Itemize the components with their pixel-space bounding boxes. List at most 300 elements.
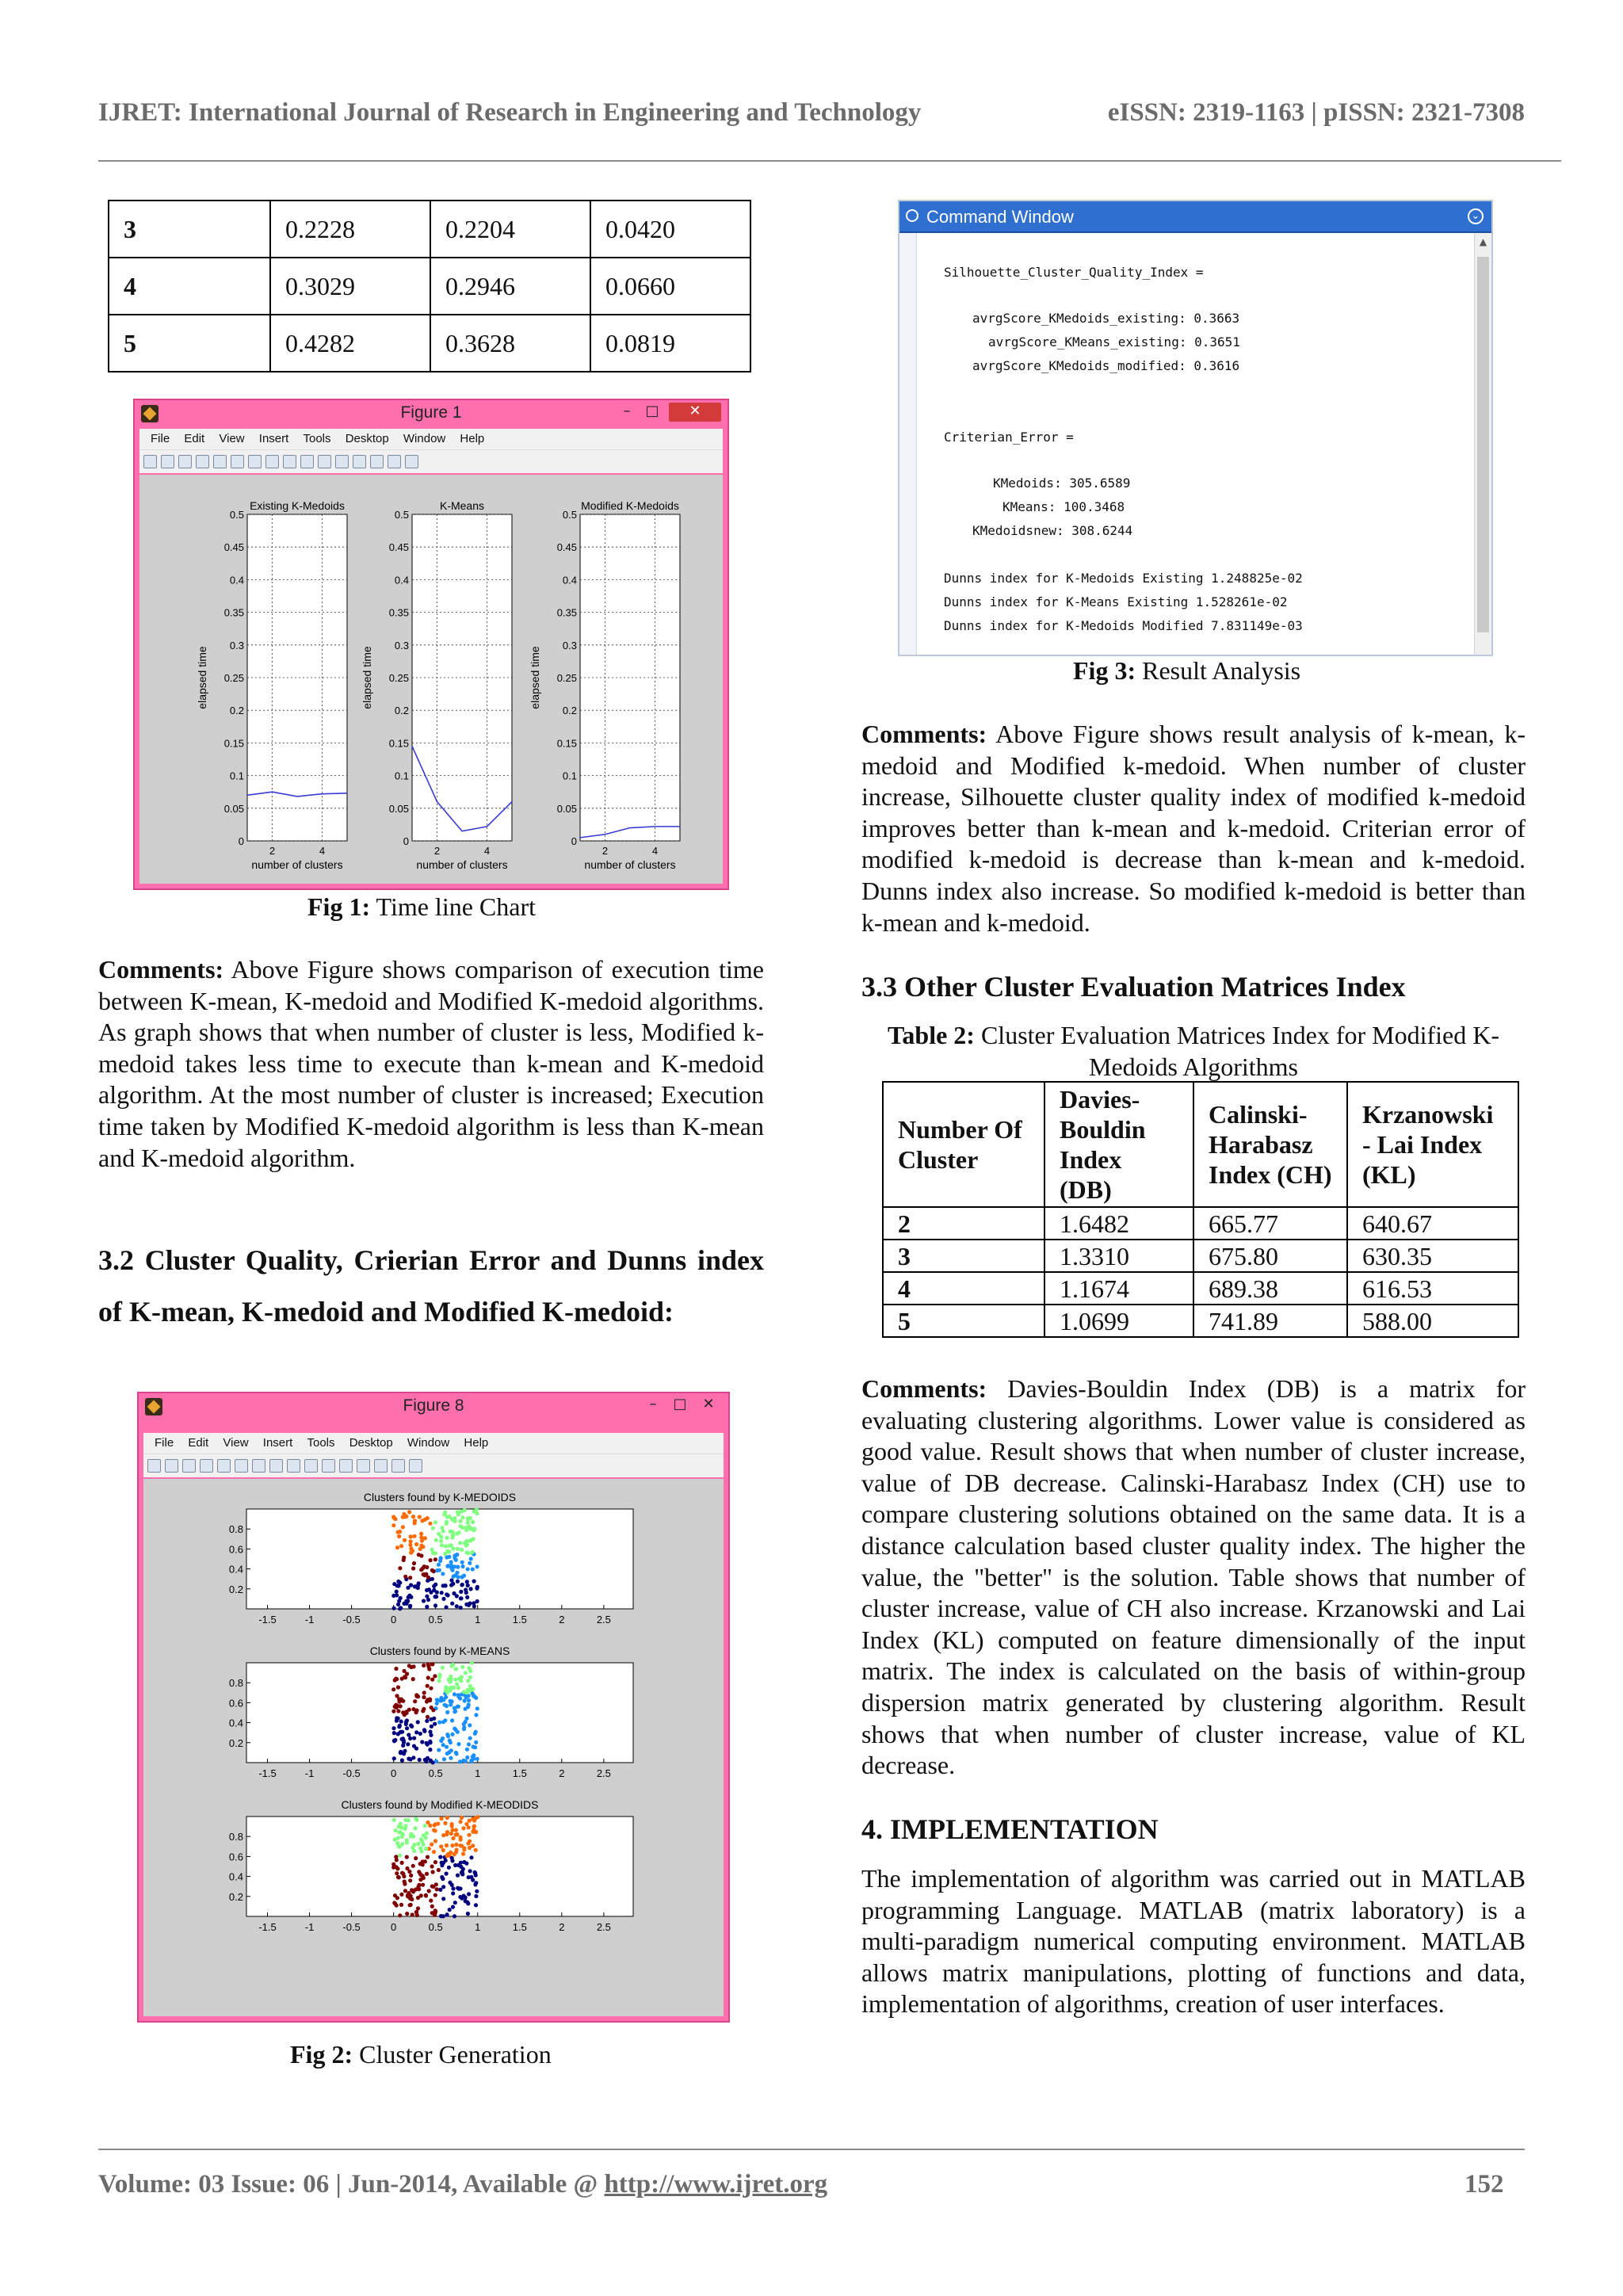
cluster-point [422, 1695, 426, 1699]
colorbar-icon[interactable] [357, 1459, 370, 1473]
y-tick-label: 0.4 [228, 1717, 243, 1729]
x-tick-label: 0.5 [428, 1921, 443, 1933]
cluster-point [453, 1710, 456, 1713]
y-tick-label: 0.4 [394, 574, 409, 586]
cluster-point [414, 1826, 418, 1830]
cluster-point [475, 1564, 479, 1568]
cluster-point [450, 1602, 454, 1606]
cluster-point [459, 1590, 463, 1594]
table-row [883, 1240, 1518, 1272]
zoom-out-icon[interactable] [248, 455, 262, 468]
cluster-point [395, 1545, 399, 1549]
cluster-point [422, 1728, 426, 1732]
colorbar-icon[interactable] [353, 455, 366, 468]
cluster-point [422, 1599, 426, 1603]
cluster-point [397, 1875, 401, 1879]
cluster-point [445, 1854, 449, 1858]
table-cell: 2 [883, 1207, 1044, 1240]
menu-insert[interactable]: Insert [262, 1436, 293, 1450]
y-tick-label: 0.1 [394, 770, 409, 782]
menu-view[interactable]: View [219, 432, 245, 445]
cluster-point [441, 1743, 445, 1747]
cluster-point [419, 1837, 423, 1841]
menu-edit[interactable]: Edit [184, 432, 205, 445]
cluster-point [425, 1605, 429, 1609]
journal-link[interactable]: http://www.ijret.org [604, 2170, 828, 2199]
cluster-point [437, 1679, 441, 1683]
cluster-point [454, 1667, 458, 1671]
cluster-point [445, 1912, 449, 1916]
cluster-point [403, 1882, 407, 1886]
table-row [883, 1272, 1518, 1305]
cluster-point [394, 1703, 398, 1707]
x-tick-label: 1.5 [512, 1614, 527, 1626]
cluster-point [391, 1866, 395, 1870]
menu-edit[interactable]: Edit [188, 1436, 209, 1450]
cluster-point [471, 1520, 475, 1524]
cluster-point [426, 1855, 430, 1859]
cluster-point [474, 1894, 478, 1898]
y-tick-label: 0.4 [562, 574, 577, 586]
cluster-point [433, 1908, 437, 1912]
cluster-point [441, 1584, 445, 1587]
menu-tools[interactable]: Tools [307, 1436, 335, 1450]
table-row [883, 1305, 1518, 1337]
rotate-icon[interactable] [283, 455, 296, 468]
cluster-point [403, 1889, 407, 1893]
x-tick-label: 2 [269, 845, 276, 857]
fig2-caption-text: Cluster Generation [353, 2040, 552, 2069]
cluster-point [459, 1861, 463, 1865]
new-figure-icon[interactable] [143, 455, 157, 468]
maximize-icon[interactable]: □ [673, 1396, 687, 1412]
cluster-point [407, 1733, 411, 1736]
x-tick-label: 0 [391, 1921, 397, 1933]
table-cell: 675.80 [1193, 1240, 1347, 1272]
open-icon[interactable] [161, 455, 174, 468]
scroll-thumb[interactable] [1477, 257, 1489, 632]
y-tick-label: 0 [238, 835, 244, 847]
cluster-point [419, 1532, 423, 1536]
subplot-title: Existing K-Medoids [250, 499, 345, 512]
cluster-point [395, 1584, 399, 1587]
cluster-point [456, 1686, 460, 1690]
cluster-point [441, 1914, 445, 1918]
window-options-icon[interactable]: ⌄ [1468, 208, 1484, 224]
x-axis-label: number of clusters [416, 858, 508, 871]
x-tick-label: 2 [559, 1921, 565, 1933]
cluster-point [438, 1559, 442, 1563]
cluster-point [423, 1824, 427, 1828]
cluster-point [437, 1532, 441, 1536]
cluster-point [456, 1547, 460, 1551]
menu-view[interactable]: View [223, 1436, 249, 1450]
figure1-titlebar [135, 400, 727, 427]
command-window-title: Command Window [926, 207, 1074, 227]
menu-insert[interactable]: Insert [258, 432, 289, 445]
cluster-point [403, 1575, 407, 1579]
cluster-point [417, 1553, 421, 1557]
cluster-point [449, 1583, 453, 1587]
cluster-point [475, 1757, 479, 1761]
table2-caption [861, 1020, 1526, 1083]
cluster-point [429, 1899, 433, 1903]
cluster-point [391, 1687, 395, 1691]
cluster-point [397, 1700, 401, 1704]
save-icon[interactable] [182, 1459, 196, 1473]
cluster-point [393, 1838, 397, 1842]
cluster-point [419, 1873, 423, 1877]
cluster-point [430, 1678, 434, 1682]
cluster-point [392, 1731, 396, 1735]
y-tick-label: 0.6 [228, 1543, 243, 1556]
open-icon[interactable] [165, 1459, 178, 1473]
table-cell: 0.2204 [430, 201, 590, 258]
cluster-point [433, 1595, 437, 1599]
close-icon[interactable]: ✕ [702, 1396, 715, 1412]
comment-text: Davies-Bouldin Index (DB) is a matrix for evaluating clustering algorithms. Lower value is considered as good value. Result shows that when number of cluster increase, value of DB decrease. Calinski-Harabasz Index (CH) use to compare clustering solutions obtained on the same data. It is a distance calculation based cluster quality index. The higher the value, the "better" is the solution. Table shows that number of cluster increase, value of CH also increase. Krzanowski and Lai Index (KL) computed on feature dimensionally of the input matrix. The index is calculated on the basis of within-group dispersion matrix generated by clustering algorithm. Result shows that when number of cluster increase, value of KL decrease. [861, 1374, 1526, 1780]
menu-help[interactable]: Help [460, 432, 485, 445]
show-tools-icon[interactable] [405, 455, 418, 468]
table-cell: 4 [883, 1272, 1044, 1305]
y-tick-label: 0.4 [228, 1870, 243, 1883]
cluster-point [391, 1726, 395, 1730]
cluster-point [405, 1855, 409, 1859]
x-tick-label: 2.5 [596, 1614, 611, 1626]
cluster-point [396, 1709, 400, 1713]
figure8-toolbar [143, 1454, 724, 1477]
table-header-row [883, 1082, 1518, 1207]
cluster-point [405, 1912, 409, 1916]
cluster-point [399, 1730, 403, 1734]
link-icon[interactable] [339, 1459, 353, 1473]
cluster-point [426, 1743, 430, 1747]
cluster-point [429, 1687, 433, 1690]
cluster-point [453, 1852, 456, 1856]
cluster-point [399, 1830, 403, 1834]
menu-help[interactable]: Help [464, 1436, 489, 1450]
plot-area [412, 514, 512, 841]
print-icon[interactable] [200, 1459, 213, 1473]
cluster-point [426, 1675, 430, 1679]
cluster-point [441, 1736, 445, 1740]
scroll-up-icon[interactable]: ▲ [1479, 236, 1487, 247]
maximize-icon[interactable]: □ [645, 403, 659, 419]
y-tick-label: 0.35 [388, 606, 409, 619]
cluster-point [465, 1542, 469, 1546]
cluster-point [472, 1580, 476, 1584]
menu-window[interactable]: Window [403, 432, 446, 445]
cluster-point [445, 1704, 449, 1708]
x-tick-label: 4 [319, 845, 326, 857]
cluster-point [465, 1580, 469, 1584]
cluster-point [438, 1698, 442, 1702]
cluster-point [466, 1679, 470, 1683]
table-cell: 1.3310 [1044, 1240, 1193, 1272]
y-tick-label: 0.05 [223, 802, 244, 815]
cluster-point [424, 1893, 428, 1897]
section-heading-3-2: 3.2 Cluster Quality, Crierian Error and Dunns index of K-mean, K-medoid and Modified K-medoid: [98, 1244, 764, 1328]
table-cell: 3 [109, 201, 270, 258]
cluster-point [410, 1665, 414, 1669]
cluster-point [450, 1883, 454, 1887]
rotate-icon[interactable] [287, 1459, 300, 1473]
cluster-point [464, 1862, 468, 1866]
cluster-point [425, 1719, 429, 1723]
cluster-point [447, 1555, 451, 1559]
cluster-point [440, 1526, 444, 1530]
cluster-point [462, 1725, 466, 1729]
table-cell: 665.77 [1193, 1207, 1347, 1240]
cluster-point [451, 1530, 455, 1534]
fig3-caption [1073, 656, 1300, 686]
output-line: avrgScore_KMeans_existing: 0.3651 [988, 334, 1240, 350]
hide-tools-icon[interactable] [391, 1459, 405, 1473]
cluster-point [416, 1842, 420, 1846]
pan-icon[interactable] [269, 1459, 283, 1473]
table-cell: 616.53 [1347, 1272, 1518, 1305]
page-number: 152 [1465, 2170, 1504, 2199]
output-line: Criterian_Error = [944, 430, 1074, 445]
cluster-point [414, 1542, 418, 1546]
cluster-point [471, 1567, 475, 1571]
cluster-point [403, 1827, 407, 1831]
column-header: Davies-Bouldin Index (DB) [1044, 1082, 1193, 1207]
cluster-point [397, 1725, 401, 1729]
show-tools-icon[interactable] [409, 1459, 422, 1473]
implementation-paragraph: The implementation of algorithm was carried out in MATLAB programming Language. MATLAB (matrix laboratory) is a multi-paradigm numerical computing environment. MATLAB allows matrix manipulations, plotting of functions and data, implementation of algorithms, creation of user interfaces. [861, 1864, 1526, 2019]
cluster-point [443, 1511, 447, 1515]
menu-desktop[interactable]: Desktop [349, 1436, 393, 1450]
cluster-point [440, 1543, 444, 1547]
cluster-point [464, 1899, 468, 1903]
cluster-point [441, 1897, 445, 1901]
legend-icon[interactable] [370, 455, 384, 468]
cluster-point [403, 1538, 407, 1542]
cluster-point [445, 1536, 449, 1540]
cluster-point [425, 1588, 429, 1592]
cluster-chart [143, 1479, 724, 2015]
x-tick-label: 2 [433, 845, 441, 857]
cluster-point [424, 1572, 428, 1576]
x-tick-label: 1 [475, 1614, 481, 1626]
cluster-point [454, 1828, 458, 1832]
cluster-point [465, 1550, 469, 1554]
table-cell: 0.3628 [430, 315, 590, 372]
window-menu-icon[interactable] [906, 209, 918, 222]
footer-volume-text: Volume: 03 Issue: 06 | Jun-2014, Available @ [98, 2170, 605, 2199]
table-cell: 5 [109, 315, 270, 372]
print-icon[interactable] [196, 455, 209, 468]
cluster-point [395, 1871, 399, 1875]
x-tick-label: -1.5 [258, 1921, 277, 1933]
y-tick-label: 0.45 [223, 541, 244, 554]
cluster-point [451, 1891, 455, 1895]
zoom-out-icon[interactable] [252, 1459, 265, 1473]
cluster-point [397, 1534, 401, 1538]
cluster-point [458, 1759, 462, 1763]
y-tick-label: 0.35 [556, 606, 577, 619]
cluster-point [472, 1694, 476, 1698]
evaluation-table [882, 1081, 1519, 1338]
cluster-point [468, 1869, 472, 1873]
cluster-point [423, 1758, 427, 1762]
cluster-point [409, 1835, 413, 1839]
output-line: avrgScore_KMedoids_existing: 0.3663 [972, 311, 1240, 326]
cluster-point [460, 1816, 464, 1820]
cluster-point [437, 1868, 441, 1872]
minimize-icon[interactable]: – [623, 403, 631, 419]
cluster-point [460, 1561, 464, 1564]
cluster-point [399, 1893, 403, 1897]
output-line: Silhouette_Cluster_Quality_Index = [944, 265, 1204, 280]
y-tick-label: 0.5 [562, 509, 577, 521]
cluster-point [412, 1843, 416, 1847]
cluster-point [471, 1550, 475, 1554]
output-line: KMeans: 100.3468 [1002, 499, 1125, 514]
fig2-caption-label: Fig 2: [290, 2040, 353, 2069]
figure1-menubar [139, 429, 723, 449]
column-header: Number Of Cluster [883, 1082, 1044, 1207]
cluster-point [443, 1821, 447, 1825]
y-tick-label: 0.15 [388, 737, 409, 750]
cluster-point [433, 1722, 437, 1726]
cluster-point [430, 1843, 433, 1847]
cluster-point [451, 1905, 455, 1909]
cluster-point [449, 1740, 453, 1744]
menu-file[interactable]: File [151, 432, 170, 445]
cluster-point [474, 1830, 478, 1834]
pan-icon[interactable] [265, 455, 279, 468]
cluster-point [408, 1903, 412, 1907]
cluster-point [459, 1606, 463, 1610]
brush-icon[interactable] [318, 455, 331, 468]
x-tick-label: 2 [559, 1614, 565, 1626]
cluster-point [409, 1551, 413, 1555]
cluster-point [405, 1726, 409, 1730]
data-cursor-icon[interactable] [300, 455, 314, 468]
cluster-point [447, 1549, 451, 1553]
cluster-point [414, 1856, 418, 1860]
cluster-point [391, 1594, 395, 1598]
cluster-point [475, 1889, 479, 1893]
y-tick-label: 0.15 [223, 737, 244, 750]
pointer-icon[interactable] [217, 1459, 231, 1473]
minimize-icon[interactable]: – [649, 1396, 657, 1412]
cluster-point [428, 1522, 432, 1526]
cluster-point [407, 1510, 411, 1514]
table-cell: 741.89 [1193, 1305, 1347, 1337]
cluster-point [395, 1719, 399, 1723]
cluster-point [464, 1822, 468, 1826]
cluster-point [418, 1758, 422, 1762]
table-cell: 1.1674 [1044, 1272, 1193, 1305]
save-icon[interactable] [178, 455, 192, 468]
cluster-point [407, 1818, 411, 1822]
cluster-point [433, 1520, 437, 1524]
y-tick-label: 0.4 [229, 574, 244, 586]
data-cursor-icon[interactable] [304, 1459, 318, 1473]
cluster-point [445, 1843, 449, 1847]
cluster-point [449, 1851, 453, 1855]
zoom-in-icon[interactable] [235, 1459, 248, 1473]
output-line: Dunns index for K-Medoids Existing 1.248825e-02 [944, 571, 1303, 586]
cluster-point [468, 1846, 472, 1850]
cluster-point [449, 1578, 453, 1582]
menu-file[interactable]: File [155, 1436, 174, 1450]
y-tick-label: 0.1 [562, 770, 577, 782]
cluster-point [466, 1567, 470, 1571]
figure8-titlebar [139, 1393, 728, 1420]
cluster-point [472, 1757, 475, 1761]
cluster-point [433, 1603, 437, 1607]
hide-tools-icon[interactable] [388, 455, 401, 468]
cluster-point [399, 1903, 403, 1907]
cluster-point [414, 1710, 418, 1714]
cluster-point [465, 1595, 469, 1599]
cluster-point [466, 1584, 470, 1587]
cluster-point [425, 1595, 429, 1599]
cluster-point [464, 1707, 468, 1711]
y-tick-label: 0.2 [229, 705, 244, 717]
cluster-point [403, 1675, 407, 1679]
menu-tools[interactable]: Tools [303, 432, 331, 445]
cluster-point [401, 1744, 405, 1748]
cluster-point [431, 1760, 435, 1764]
link-icon[interactable] [335, 455, 349, 468]
plot-area [247, 514, 347, 841]
menu-window[interactable]: Window [407, 1436, 450, 1450]
x-tick-label: -0.5 [342, 1614, 361, 1626]
cluster-point [430, 1662, 434, 1666]
y-tick-label: 0.5 [394, 509, 409, 521]
cluster-point [410, 1725, 414, 1729]
table-cell: 689.38 [1193, 1272, 1347, 1305]
cluster-point [441, 1698, 445, 1702]
cluster-point [400, 1861, 404, 1865]
x-axis-label: number of clusters [584, 858, 676, 871]
new-figure-icon[interactable] [147, 1459, 161, 1473]
cluster-point [433, 1557, 437, 1561]
x-tick-label: 0 [391, 1767, 397, 1779]
cluster-point [448, 1679, 452, 1683]
cluster-point [450, 1843, 454, 1847]
cluster-point [456, 1510, 460, 1514]
fig3-caption-label: Fig 3: [1073, 656, 1136, 685]
cluster-point [468, 1819, 472, 1823]
cluster-point [403, 1749, 407, 1753]
output-line: Dunns index for K-Means Existing 1.528261e-02 [944, 594, 1288, 609]
close-icon[interactable]: ✕ [669, 403, 721, 422]
cluster-point [470, 1661, 474, 1665]
cluster-point [426, 1684, 430, 1688]
table-row [109, 201, 750, 258]
cluster-point [459, 1838, 463, 1842]
cluster-point [432, 1569, 436, 1573]
pointer-icon[interactable] [213, 455, 227, 468]
x-tick-label: -1.5 [258, 1767, 277, 1779]
x-tick-label: 0.5 [428, 1767, 443, 1779]
x-tick-label: -1 [304, 1767, 315, 1779]
legend-icon[interactable] [374, 1459, 388, 1473]
vertical-scrollbar[interactable] [1474, 233, 1491, 655]
zoom-in-icon[interactable] [231, 455, 244, 468]
brush-icon[interactable] [322, 1459, 335, 1473]
cluster-point [455, 1847, 459, 1851]
cluster-point [439, 1539, 443, 1543]
cluster-point [425, 1832, 429, 1836]
menu-desktop[interactable]: Desktop [345, 432, 389, 445]
